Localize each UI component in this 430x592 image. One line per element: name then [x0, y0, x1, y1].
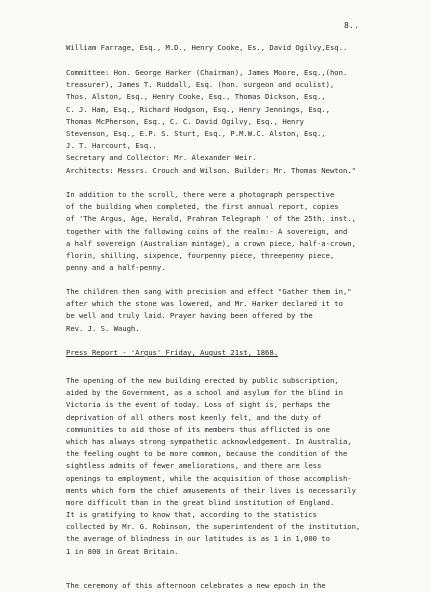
- paragraph-line: The children then sang with precision and effect "Gather them in,": [66, 287, 352, 296]
- attendees-text: William Farrage, Esq., M.D., Henry Cooke, Es., David Ogilvy,Esq..: [66, 43, 348, 52]
- final-line-block: [66, 580, 386, 592]
- paragraph-line: aided by the Government, as a school and asylum for the blind in: [66, 388, 343, 398]
- paragraph-line: openings to employment, while the acquisition of those accomplish-: [66, 473, 352, 483]
- paragraph-line: communities to aid those of its members thus afflicted is one: [66, 424, 330, 434]
- paragraph-line: deprivation of all others most keenly felt, and the duty of: [66, 412, 322, 422]
- paragraph-line: In addition to the scroll, there were a photograph perspective: [66, 190, 335, 199]
- paragraph-line: ments which form the chief amusements of their lives is necessarily: [66, 485, 356, 495]
- paragraph-line: the average of blindness in our latitudes is as 1 in 1,000 to: [66, 534, 330, 544]
- paragraph-line: of the building when completed, the first annual report, copies: [66, 202, 339, 212]
- paragraph-line: a half sovereign (Australian mintage), a crown piece, half-a-crown,: [66, 238, 356, 248]
- paragraph-line: The ceremony of this afternoon celebrates a new epoch in the: [66, 581, 326, 590]
- paragraph-line: 1 in 800 in Great Britain.: [66, 546, 179, 556]
- paragraph-line: together with the following coins of the realm:- A sovereign, and: [66, 226, 348, 236]
- paragraph-line: more difficult than in the great blind institution of England.: [66, 497, 335, 507]
- paragraph-line: Rev. J. S. Waugh.: [66, 323, 140, 333]
- scroll-paragraph: [66, 189, 386, 274]
- secretary-line: Secretary and Collector: Mr. Alexander Weir.: [66, 153, 257, 163]
- committee-line: treasurer), James T. Ruddall, Esq. (hon. surgeon and oculist),: [66, 80, 335, 90]
- paragraph-line: penny and a half-penny.: [66, 263, 166, 273]
- committee-line: J. T. Harcourt, Esq..: [66, 141, 157, 151]
- committee-section: [66, 67, 386, 177]
- paragraph-line: collected by Mr. G. Robinson, the superintendent of the institution,: [66, 522, 361, 532]
- press-report-heading: [66, 347, 386, 359]
- children-paragraph: [66, 286, 386, 335]
- paragraph-line: The opening of the new building erected by public subscription,: [66, 376, 339, 385]
- committee-line: Thos. Alston, Esq., Henry Cooke, Esq., Thomas Dickson, Esq.,: [66, 92, 326, 102]
- press-paragraph: [66, 375, 386, 558]
- press-heading: Press Report - 'Argus' Friday, August 21st, 1868.: [66, 348, 279, 357]
- paragraph-line: after which the stone was lowered, and Mr. Harker declared it to: [66, 299, 343, 309]
- paragraph-line: Victoria is the event of today. Loss of sight is, perhaps the: [66, 400, 330, 410]
- paragraph-line: It is gratifying to know that, according to the statistics: [66, 510, 317, 520]
- committee-line: Thomas McPherson, Esq., C. C. David Ogilvy, Esq., Henry: [66, 116, 304, 126]
- paragraph-line: be well and truly laid. Prayer having been offered by the: [66, 311, 313, 321]
- attendees-line: [66, 42, 386, 54]
- paragraph-line: which has always strong sympathetic acknowledgement. In Australia,: [66, 436, 352, 446]
- committee-line: C. J. Ham, Esq., Richard Hodgson, Esq., Henry Jennings, Esq.,: [66, 104, 330, 114]
- paragraph-line: the feeling ought to be more common, because the condition of the: [66, 449, 348, 459]
- committee-line: Stevenson, Esq., E.P. S. Sturt, Esq., P.M.W.C. Alston, Esq.,: [66, 128, 326, 138]
- committee-line: Committee: Hon. George Harker (Chairman), James Moore, Esq.,(hon.: [66, 68, 348, 77]
- paragraph-line: sightless admits of fewer ameliorations, and there are less: [66, 461, 322, 471]
- architects-line: Architects: Messrs. Crouch and Wilson. Builder: Mr. Thomas Newton.": [66, 165, 356, 175]
- paragraph-line: of 'The Argus, Age, Herald, Prahran Telegraph ' of the 25th. inst.,: [66, 214, 356, 224]
- paragraph-line: florin, shilling, sixpence, fourpenny piece, threepenny piece,: [66, 250, 335, 260]
- page-number: 8..: [344, 21, 360, 30]
